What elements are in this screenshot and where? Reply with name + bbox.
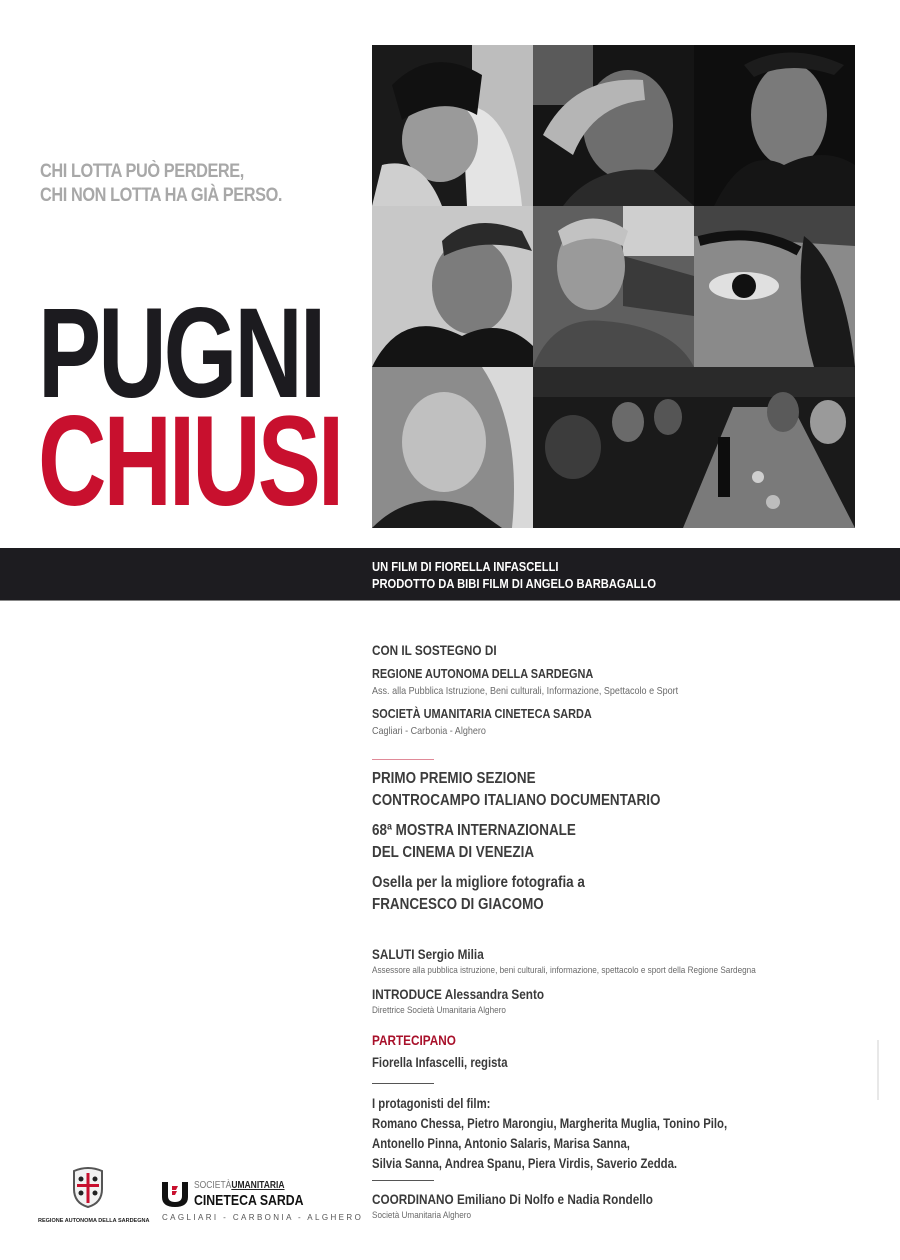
photo-woman-resting-head [372,45,533,206]
introduce-name: Alessandra Sento [444,986,545,1002]
support-org-regione-sub: Ass. alla Pubblica Istruzione, Beni culturali, Informazione, Spettacolo e Sport [372,685,679,697]
saluti-name: Sergio Milia [417,946,484,962]
divider [372,1083,434,1084]
award-osella [372,872,585,916]
photo-eye-closeup [694,206,855,367]
vertical-print-credit [877,1040,879,1100]
photo-grid [372,45,855,528]
support-org-cineteca: SOCIETÀ UMANITARIA CINETECA SARDA [372,706,592,721]
award-mostra-line-1: 68ª MOSTRA INTERNAZIONALE [372,822,576,839]
support-org-regione: REGIONE AUTONOMA DELLA SARDEGNA [372,666,594,681]
cineteca-uman: UMANITARIA [231,1180,285,1191]
cineteca-society [194,1180,285,1191]
protagonisti-line-2: Antonello Pinna, Antonio Salaris, Marisa Sanna, [372,1136,630,1151]
cineteca-soc: SOCIETÀ [194,1180,232,1191]
title-line-pugni: PUGNI [38,282,324,425]
photo-older-man-cap [694,45,855,206]
divider [372,1180,434,1181]
cineteca-name: CINETECA SARDA [194,1192,304,1209]
introduce-sub: Direttrice Società Umanitaria Alghero [372,1005,506,1016]
cineteca-sarda-logo [160,1178,364,1226]
credits-text [372,558,656,592]
protagonisti [372,1094,727,1174]
regione-caption: REGIONE AUTONOMA DELLA SARDEGNA [38,1218,150,1224]
cineteca-cities: CAGLIARI - CARBONIA - ALGHERO [162,1213,364,1222]
award-mostra-line-2: DEL CINEMA DI VENEZIA [372,844,535,861]
protagonisti-line-3: Silvia Sanna, Andrea Spanu, Piera Virdis, Saverio Zedda. [372,1156,678,1171]
award-premio-line-1: PRIMO PREMIO SEZIONE [372,770,536,787]
award-mostra [372,820,576,864]
coordinano [372,1191,653,1207]
photo-group-dinner-table [533,367,855,528]
partecipano-name: Fiorella Infascelli, regista [372,1055,508,1070]
photo-man-hand-over-eyes [533,45,694,206]
tagline [40,160,282,208]
producer-credit: PRODOTTO DA BIBI FILM DI ANGELO BARBAGALLO [372,576,657,591]
protagonisti-line-1: Romano Chessa, Pietro Marongiu, Margherita Muglia, Tonino Pilo, [372,1116,728,1131]
credits-band [0,548,900,601]
photo-man-outdoors-smiling [533,206,694,367]
protagonisti-label: I protagonisti del film: [372,1096,491,1111]
photo-woman-blonde [372,367,533,528]
divider-red [372,759,434,760]
title-line-chiusi: CHIUSI [38,390,342,533]
introduce-label: INTRODUCE [372,986,442,1002]
coordinano-names: Emiliano Di Nolfo e Nadia Rondello [456,1191,653,1207]
coordinano-sub: Società Umanitaria Alghero [372,1210,472,1221]
coordinano-label: COORDINANO [372,1191,454,1207]
saluti-label: SALUTI [372,946,415,962]
sardinia-coat-of-arms-icon [66,1165,110,1209]
award-osella-line-1: Osella per la migliore fotografia a [372,874,585,891]
award-premio [372,768,660,812]
photo-man-baseball-cap [372,206,533,367]
support-org-cineteca-sub: Cagliari - Carbonia - Alghero [372,725,486,737]
tagline-line-1: CHI LOTTA PUÒ PERDERE, [40,161,244,182]
introduce [372,986,544,1002]
saluti [372,946,484,962]
film-title [38,282,358,533]
partecipano-label: PARTECIPANO [372,1032,456,1048]
regione-sardegna-logo [38,1165,150,1224]
award-premio-line-2: CONTROCAMPO ITALIANO DOCUMENTARIO [372,792,661,809]
support-heading: CON IL SOSTEGNO DI [372,642,497,658]
saluti-sub: Assessore alla pubblica istruzione, beni culturali, informazione, spettacolo e sport della Regione Sardegna [372,965,756,976]
umanitaria-u-icon [160,1180,190,1208]
award-osella-line-2: FRANCESCO DI GIACOMO [372,896,544,913]
director-credit: UN FILM DI FIORELLA INFASCELLI [372,559,559,574]
tagline-line-2: CHI NON LOTTA HA GIÀ PERSO. [40,185,282,206]
